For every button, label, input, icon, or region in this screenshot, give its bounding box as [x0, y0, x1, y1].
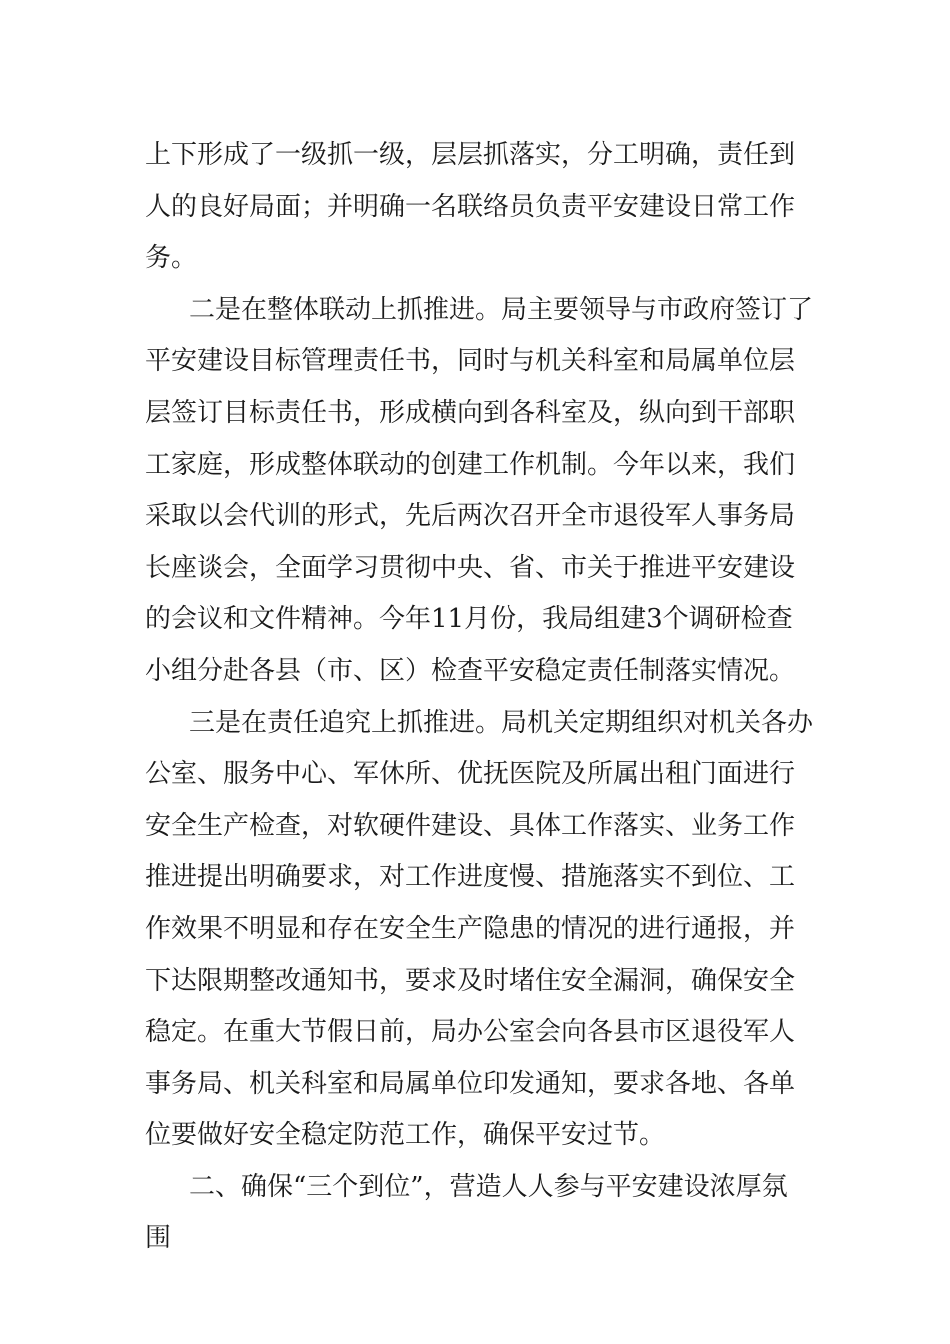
text-line: 稳定。在重大节假日前，局办公室会向各县市区退役军人: [145, 1017, 796, 1048]
text-line: 上下形成了一级抓一级，层层抓落实，分工明确，责任到: [145, 140, 796, 170]
text-line: 采取以会代训的形式，先后两次召开全市退役军人事务局: [145, 501, 796, 532]
section-heading: 二、确保“三个到位”，营造人人参与平安建设浓厚氛: [189, 1171, 788, 1202]
text-line: 作效果不明显和存在安全生产隐患的情况的进行通报，并: [145, 913, 796, 944]
text-line: 的会议和文件精神。今年11月份，我局组建3个调研检查: [145, 604, 793, 635]
text-line: 事务局、机关科室和局属单位印发通知，要求各地、各单: [145, 1068, 796, 1099]
section-heading-continuation: 围: [145, 1223, 172, 1254]
text-line: 工家庭，形成整体联动的创建工作机制。今年以来，我们: [145, 449, 796, 480]
paragraph-first-line: 二是在整体联动上抓推进。局主要领导与市政府签订了: [189, 294, 814, 325]
text-line: 务。: [145, 243, 198, 274]
text-line: 层签订目标责任书，形成横向到各科室及，纵向到干部职: [145, 397, 796, 428]
text-line: 推进提出明确要求，对工作进度慢、措施落实不到位、工: [145, 862, 796, 893]
text-line: 位要做好安全稳定防范工作，确保平安过节。: [145, 1120, 666, 1151]
text-line: 安全生产检查，对软硬件建设、具体工作落实、业务工作: [145, 810, 796, 841]
text-line: 公室、服务中心、军休所、优抚医院及所属出租门面进行: [145, 759, 796, 790]
document-body: [145, 130, 813, 1265]
text-line: 人的良好局面；并明确一名联络员负责平安建设日常工作: [145, 191, 796, 222]
text-line: 下达限期整改通知书，要求及时堵住安全漏洞，确保安全: [145, 965, 796, 996]
text-line: 长座谈会，全面学习贯彻中央、省、市关于推进平安建设: [145, 552, 796, 583]
paragraph-first-line: 三是在责任追究上抓推进。局机关定期组织对机关各办: [189, 707, 814, 738]
text-line: 平安建设目标管理责任书，同时与机关科室和局属单位层: [145, 346, 796, 377]
text-line: 小组分赴各县（市、区）检查平安稳定责任制落实情况。: [145, 655, 796, 686]
